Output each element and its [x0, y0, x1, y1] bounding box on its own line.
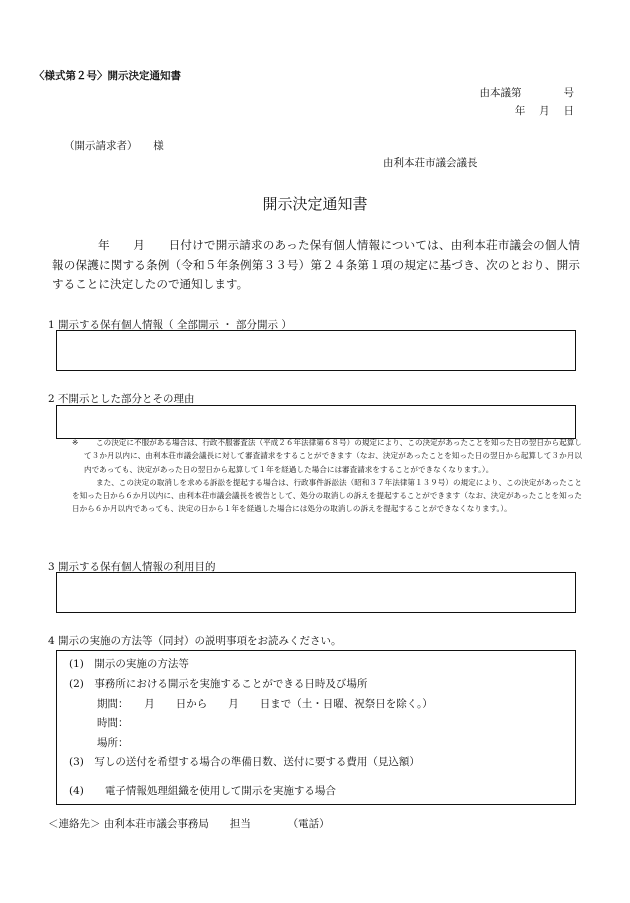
contact-info: ＜連絡先＞ 由利本荘市議会事務局 担当 （電話） [48, 818, 330, 830]
section-4-heading: 4 開示の実施の方法等（同封）の説明事項をお読みください。 [48, 635, 342, 647]
appeal-note [60, 436, 582, 516]
section-1-box [56, 330, 576, 371]
impl-item-3: (3) 写しの送付を希望する場合の準備日数、送付に要する費用（見込額） [69, 756, 420, 768]
impl-place: 場所： [97, 737, 129, 749]
section-4-box [56, 650, 576, 805]
intro-paragraph: 年 月 日付けで開示請求のあった保有個人情報については、由利本荘市議会の個人情報の保護に関する条例（令和５年条例第３３号）第２４条第１項の規定に基づき、次のとおり、開示することに決定したので通知します。 [52, 238, 580, 291]
section-2-box [56, 405, 576, 439]
sender: 由利本荘市議会議長 [383, 157, 478, 169]
impl-item-4: (4) 電子情報処理組織を使用して開示を実施する場合 [69, 785, 336, 797]
impl-item-1: (1) 開示の実施の方法等 [69, 658, 189, 670]
section-1-heading: 1 開示する保有個人情報（ 全部開示 ・ 部分開示 ） [48, 319, 292, 331]
section-2-heading: 2 不開示とした部分とその理由 [48, 393, 195, 405]
impl-period: 期間： 月 日から 月 日まで（土・日曜、祝祭日を除く。） [97, 698, 433, 710]
note-mark: ※ [72, 438, 79, 447]
section-3-box [56, 572, 576, 613]
impl-item-2: (2) 事務所における開示を実施することができる日時及び場所 [69, 678, 368, 690]
document-number: 由本議第 号 [479, 87, 574, 99]
note-paragraph-1: この決定に不服がある場合は、行政不服審査法（平成２６年法律第６８号）の規定により、この決定があったことを知った日の翌日から起算して３か月以内に、由利本荘市議会議長に対して審査請求をすることができます（なお、決定があったことを知った日の翌日から起算して３か月以内であっても、決定があった日の翌日から起算して１年を経過した場合には審査請求をすることができなくなります。）。 [84, 438, 582, 474]
recipient: （開示請求者） 様 [64, 140, 164, 152]
form-number: 〈様式第２号〉開示決定通知書 [34, 70, 181, 82]
note-paragraph-2: また、この決定の取消しを求める訴訟を提起する場合は、行政事件訴訟法（昭和３７年法律第１３９号）の規定により、この決定があったことを知った日から６か月以内に、由利本荘市議会議長を被告として、処分の取消しの訴えを提起することができます（なお、決定があったことを知った日から６か月以内であっても、決定の日から１年を経過した場合には処分の取消しの訴えを提起することができなくなります。）。 [72, 477, 582, 514]
section-3-heading: 3 開示する保有個人情報の利用目的 [48, 561, 216, 573]
document-date: 年 月 日 [514, 105, 574, 117]
page-title: 開示決定通知書 [262, 195, 368, 213]
impl-time: 時間： [97, 717, 129, 729]
